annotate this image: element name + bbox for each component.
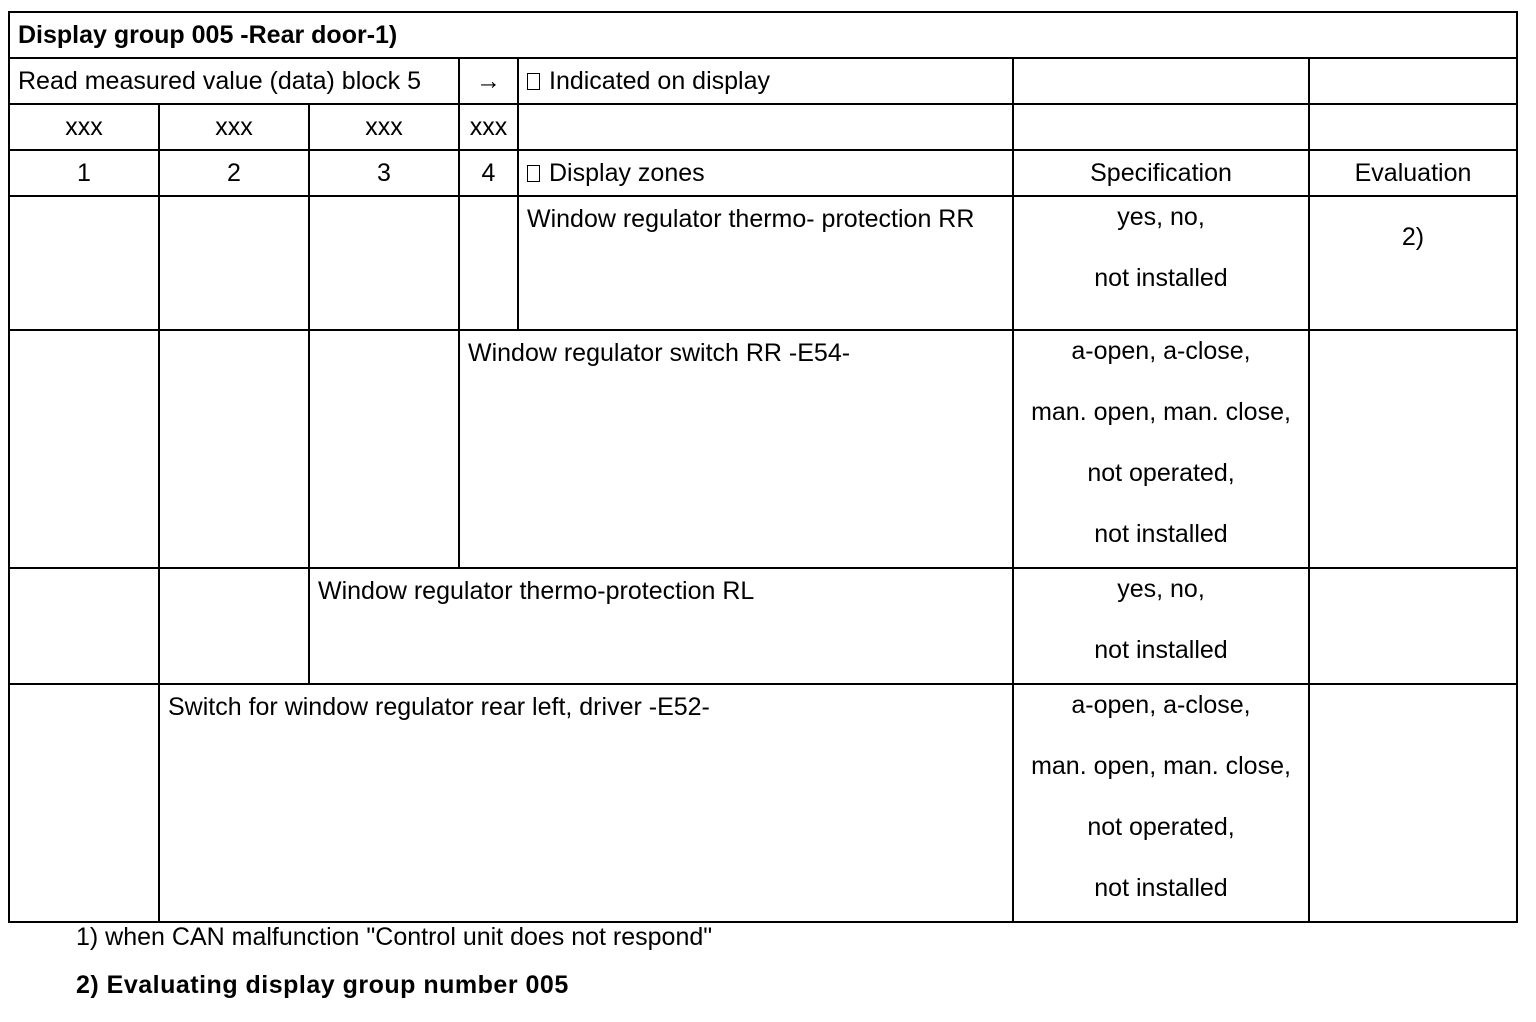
read-label: Read measured value (data) block 5 (9, 58, 459, 104)
spec-line: man. open, man. close, (1031, 752, 1291, 780)
specification-header: Specification (1013, 150, 1309, 196)
table-row (9, 568, 1517, 684)
number-row (9, 150, 1517, 196)
checkbox-square-icon (527, 73, 540, 90)
xxx-cell-2: xxx (159, 104, 309, 150)
footnote-2: 2) Evaluating display group number 005 (76, 971, 569, 999)
xxx-row (9, 104, 1517, 150)
row-evaluation (1309, 684, 1517, 922)
display-zones-cell (518, 150, 1013, 196)
row-evaluation (1309, 330, 1517, 568)
table-row (9, 684, 1517, 922)
spec-line: not installed (1094, 520, 1228, 548)
spec-line: a-open, a-close, (1071, 337, 1251, 365)
row-spec (1013, 568, 1309, 684)
arrow-icon: → (459, 58, 518, 104)
spec-line: a-open, a-close, (1071, 691, 1251, 719)
row-spec (1013, 330, 1309, 568)
empty-cell (159, 196, 309, 330)
xxx-cell-3: xxx (309, 104, 459, 150)
row-label: Switch for window regulator rear left, driver -E52- (159, 684, 1013, 922)
empty-cell (159, 568, 309, 684)
spec-line: yes, no, (1117, 203, 1205, 231)
empty-cell (309, 330, 459, 568)
indicated-cell (518, 58, 1013, 104)
row-label: Window regulator switch RR -E54- (459, 330, 1013, 568)
display-zones-label: Display zones (549, 159, 705, 187)
empty-cell (9, 330, 159, 568)
spec-line: not operated, (1087, 459, 1235, 487)
spec-line: yes, no, (1117, 575, 1205, 603)
spec-line: man. open, man. close, (1031, 398, 1291, 426)
column-number-1: 1 (9, 150, 159, 196)
empty-cell (1013, 104, 1309, 150)
read-row (9, 58, 1517, 104)
row-evaluation: 2) (1309, 196, 1517, 330)
spec-line: not installed (1094, 264, 1228, 292)
table-row (9, 196, 1517, 330)
row-spec (1013, 684, 1309, 922)
empty-cell (9, 568, 159, 684)
column-number-4: 4 (459, 150, 518, 196)
row-spec (1013, 196, 1309, 330)
indicated-label: Indicated on display (549, 67, 770, 95)
row-label: Window regulator thermo- protection RR (518, 196, 1013, 330)
display-group-table (8, 11, 1518, 923)
table-row (9, 330, 1517, 568)
empty-cell (1309, 104, 1517, 150)
column-number-3: 3 (309, 150, 459, 196)
empty-cell (1013, 58, 1309, 104)
title-row (9, 12, 1517, 58)
evaluation-header: Evaluation (1309, 150, 1517, 196)
footnote-1: 1) when CAN malfunction "Control unit does not respond" (76, 923, 713, 951)
empty-cell (159, 330, 309, 568)
column-number-2: 2 (159, 150, 309, 196)
footnotes (76, 922, 712, 1000)
checkbox-square-icon (527, 165, 540, 182)
spec-line: not installed (1094, 636, 1228, 664)
empty-cell (9, 684, 159, 922)
row-evaluation (1309, 568, 1517, 684)
row-label: Window regulator thermo-protection RL (309, 568, 1013, 684)
spec-line: not operated, (1087, 813, 1235, 841)
xxx-cell-1: xxx (9, 104, 159, 150)
empty-cell (518, 104, 1013, 150)
empty-cell (9, 196, 159, 330)
empty-cell (1309, 58, 1517, 104)
empty-cell (459, 196, 518, 330)
xxx-cell-4: xxx (459, 104, 518, 150)
spec-line: not installed (1094, 874, 1228, 902)
empty-cell (309, 196, 459, 330)
table-title: Display group 005 -Rear door-1) (9, 12, 1517, 58)
